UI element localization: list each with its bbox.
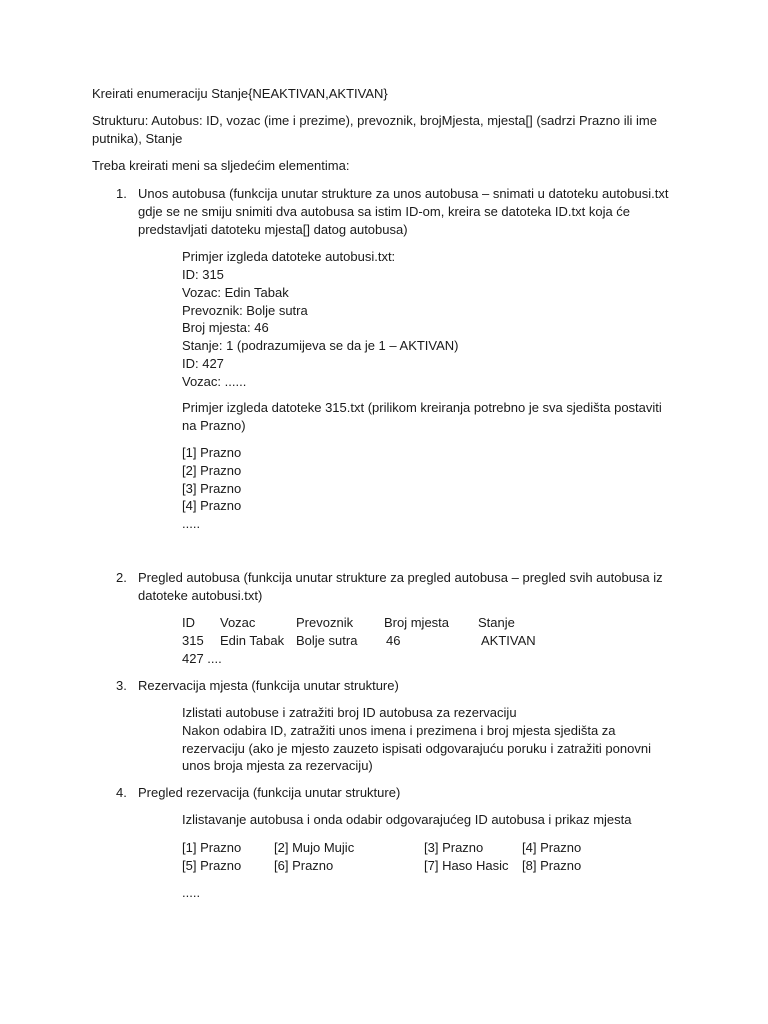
seat-line: [4] Prazno <box>182 498 242 513</box>
struct-instruction-line-1: Strukturu: Autobus: ID, vozac (ime i prezime), prevoznik, brojMjesta, mjesta[] (sadrzi Prazno ili ime <box>92 113 657 128</box>
table-header-prevoznik: Prevoznik <box>296 615 354 630</box>
seat-grid-cell: [7] Haso Hasic <box>424 858 509 873</box>
menu-instruction: Treba kreirati meni sa sljedećim elementima: <box>92 158 350 173</box>
item-3-detail: Izlistati autobuse i zatražiti broj ID autobusa za rezervaciju <box>182 705 517 720</box>
example-autobusi-line: ID: 315 <box>182 267 224 282</box>
item-1-line-3: predstavljati datoteku mjesta[] datog autobusa) <box>138 222 408 237</box>
item-4-line-1: Pregled rezervacija (funkcija unutar strukture) <box>138 785 401 800</box>
item-3-detail: unos broja mjesta za rezervaciju) <box>182 758 373 773</box>
item-1-line-1: Unos autobusa (funkcija unutar strukture za unos autobusa – snimati u datoteku autobusi.txt <box>138 186 669 201</box>
item-2-number: 2. <box>116 570 127 585</box>
seat-grid-cell: [8] Prazno <box>522 858 582 873</box>
example-autobusi-title: Primjer izgleda datoteke autobusi.txt: <box>182 249 396 264</box>
seat-grid-cell: [4] Prazno <box>522 840 582 855</box>
table-more-rows: 427 .... <box>182 651 222 666</box>
item-1-line-2: gdje se ne smiju snimiti dva autobusa sa istim ID-om, kreira se datoteka ID.txt koja će <box>138 204 631 219</box>
example-315-title-line-1: Primjer izgleda datoteke 315.txt (prilikom kreiranja potrebno je sva sjedišta postaviti <box>182 400 662 415</box>
seat-line: [3] Prazno <box>182 481 242 496</box>
table-header-vozac: Vozac <box>220 615 256 630</box>
seat-grid-cell: [3] Prazno <box>424 840 484 855</box>
table-header-id: ID <box>182 615 195 630</box>
example-315-title-line-2: na Prazno) <box>182 418 246 433</box>
seat-grid-ellipsis: ..... <box>182 885 201 900</box>
example-autobusi-line: Prevoznik: Bolje sutra <box>182 303 308 318</box>
item-3-detail: rezervaciju (ako je mjesto zauzeto ispisati odgovarajuću poruku i zatražiti ponovni <box>182 741 651 756</box>
struct-instruction-line-2: putnika), Stanje <box>92 131 183 146</box>
example-autobusi-line: Stanje: 1 (podrazumijeva se da je 1 – AKTIVAN) <box>182 338 459 353</box>
item-3-number: 3. <box>116 678 127 693</box>
item-1-number: 1. <box>116 186 127 201</box>
table-cell-id: 315 <box>182 633 204 648</box>
example-autobusi-line: Vozac: Edin Tabak <box>182 285 289 300</box>
item-4-detail: Izlistavanje autobusa i onda odabir odgovarajućeg ID autobusa i prikaz mjesta <box>182 812 632 827</box>
example-autobusi-line: ID: 427 <box>182 356 224 371</box>
table-header-stanje: Stanje <box>478 615 515 630</box>
seat-line: [1] Prazno <box>182 445 242 460</box>
seat-line: [2] Prazno <box>182 463 242 478</box>
seat-line-ellipsis: ..... <box>182 516 201 531</box>
seat-grid-cell: [2] Mujo Mujic <box>274 840 355 855</box>
item-2-line-1: Pregled autobusa (funkcija unutar strukture za pregled autobusa – pregled svih autobusa iz <box>138 570 663 585</box>
table-cell-broj-mjesta: 46 <box>386 633 401 648</box>
item-2-line-2: datoteke autobusi.txt) <box>138 588 263 603</box>
table-cell-prevoznik: Bolje sutra <box>296 633 358 648</box>
item-3-line-1: Rezervacija mjesta (funkcija unutar strukture) <box>138 678 399 693</box>
seat-grid-cell: [1] Prazno <box>182 840 242 855</box>
seat-grid-cell: [5] Prazno <box>182 858 242 873</box>
seat-grid-cell: [6] Prazno <box>274 858 334 873</box>
example-autobusi-line: Broj mjesta: 46 <box>182 320 269 335</box>
item-4-number: 4. <box>116 785 127 800</box>
enum-instruction: Kreirati enumeraciju Stanje{NEAKTIVAN,AKTIVAN} <box>92 86 388 101</box>
table-cell-stanje: AKTIVAN <box>481 633 536 648</box>
table-cell-vozac: Edin Tabak <box>220 633 285 648</box>
item-3-detail: Nakon odabira ID, zatražiti unos imena i prezimena i broj mjesta sjedišta za <box>182 723 616 738</box>
example-autobusi-line: Vozac: ...... <box>182 374 247 389</box>
table-header-broj-mjesta: Broj mjesta <box>384 615 450 630</box>
